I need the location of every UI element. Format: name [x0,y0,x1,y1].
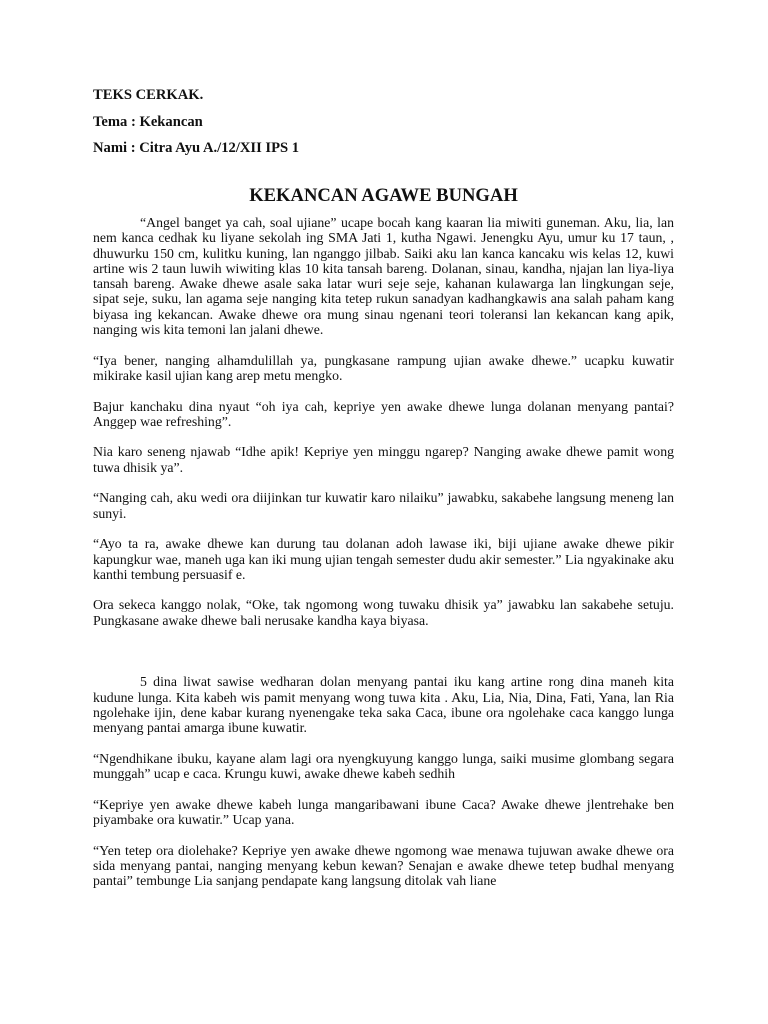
story-paragraph: “Kepriye yen awake dhewe kabeh lunga mangaribawani ibune Caca? Awake dhewe jlentrehake ben piyambake ora kuwatir.” Ucap yana. [93,796,674,827]
document-page [93,86,674,904]
theme-line: Tema : Kekancan [93,113,203,130]
story-paragraph: “Iya bener, nanging alhamdulillah ya, pungkasane rampung ujian awake dhewe.” ucapku kuwatir mikirake kasil ujian kang arep metu mengko. [93,352,674,383]
story-paragraph: “Angel banget ya cah, soal ujiane” ucape bocah kang kaaran lia miwiti guneman. Aku, lia, lan nem kanca cedhak ku liyane sekolah ing SMA Jati 1, kutha Ngawi. Jenengku Ayu, umur ku 17 taun, , dhuwurku 150 cm, kulitku kuning, lan nganggo jilbab. Saiki aku lan kanca kancaku wis kelas 12, kuwi artine wis 2 taun luwih wiwiting klas 10 kita tansah bareng. Dolanan, sinau, kandha, njajan lan liya-liya tansah bareng. Awake dhewe asale saka latar wuri seje seje, kahanan kulawarga lan lingkungan seje, sipat seje, suku, lan agama seje nanging kita tetep rukun sanadyan kadhangkawis ana salah paham kang biyasa ing kekancan. Awake dhewe ora mung sinau ngenani teori toleransi lan kekancan kang apik, nanging wis kita temoni lan jalani dhewe. [93,215,674,338]
story-paragraph: Bajur kanchaku dina nyaut “oh iya cah, kepriye yen awake dhewe lunga dolanan menyang pantai? Anggep wae refreshing”. [93,398,674,429]
story-paragraph: “Ayo ta ra, awake dhewe kan durung tau dolanan adoh lawase iki, biji ujiane awake dhewe pikir kapungkur wae, maneh uga kan iki mung ujian tengah semester dudu akir semester.” Lia ngyakinake aku kanthi tembung persuasif e. [93,536,674,582]
story-paragraph: “Yen tetep ora diolehake? Kepriye yen awake dhewe ngomong wae menawa tujuwan awake dhewe ora sida menyang pantai, nanging menyang kebun kewan? Senajan e awake dhewe tetep budhal menyang pantai” tembunge Lia sanjang pendapate kang langsung ditolak vah liane [93,842,674,889]
story-paragraph: Nia karo seneng njawab “Idhe apik! Kepriye yen minggu ngarep? Nanging awake dhewe pamit wong tuwa dhisik ya”. [93,444,674,475]
story-paragraph: “Ngendhikane ibuku, kayane alam lagi ora nyengkuyung kanggo lunga, saiki musime glombang segara munggah” ucap e caca. Krungu kuwi, awake dhewe kabeh sedhih [93,750,674,782]
document-type-label: TEKS CERKAK. [93,87,204,103]
story-paragraph: “Nanging cah, aku wedi ora diijinkan tur kuwatir karo nilaiku” jawabku, sakabehe langsung meneng lan sunyi. [93,490,674,521]
story-title: KEKANCAN AGAWE BUNGAH [249,185,518,206]
author-line: Nami : Citra Ayu A./12/XII IPS 1 [93,140,300,156]
story-paragraph: 5 dina liwat sawise wedharan dolan menyang pantai iku kang artine rong dina maneh kita kudune lunga. Kita kabeh wis pamit menyang wong tuwa kita . Aku, Lia, Nia, Dina, Fati, Yana, lan Ria ngolehake ijin, dene kabar kurang nyenengake teka saka Caca, ibune ora ngolehake caca kanggo lunga menyang pantai amarga ibune kuwatir. [93,674,674,736]
story-paragraph: Ora sekeca kanggo nolak, “Oke, tak ngomong wong tuwaku dhisik ya” jawabku lan sakabehe setuju. Pungkasane awake dhewe bali nerusake kandha kaya biyasa. [93,597,674,628]
section-spacer [93,643,674,674]
